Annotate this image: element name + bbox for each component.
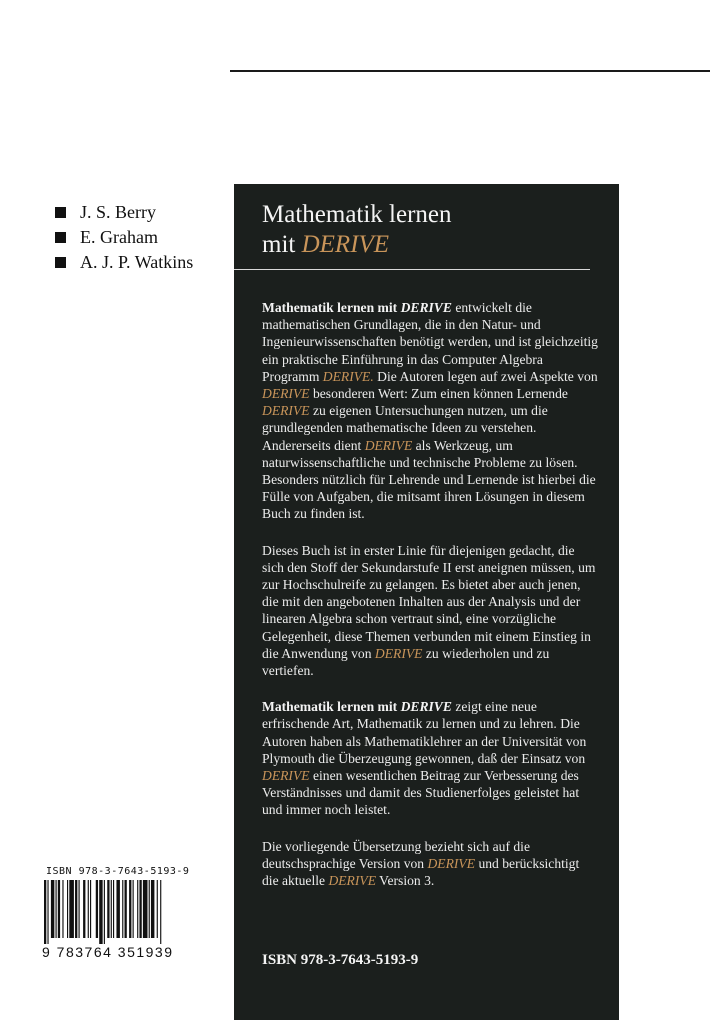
barcode-bar: [160, 880, 161, 944]
barcode-bar: [122, 880, 123, 938]
barcode-bar: [133, 880, 134, 938]
text-run: Die Autoren legen auf zwei Aspekte von: [373, 368, 598, 384]
title-line-2: [262, 230, 452, 260]
barcode-bar: [90, 880, 91, 938]
barcode-bar: [47, 880, 48, 944]
barcode-bar: [69, 880, 74, 938]
text-run: zeigt eine neue erfrischende Art, Mathematik zu lernen und zu lehren. Die Autoren haben als Mathematiklehrer an der Universität von Plymouth die Überzeugung gewonnen, daß der Einsatz von: [262, 699, 587, 766]
barcode-bar: [143, 880, 148, 938]
paragraph: [262, 542, 598, 680]
paragraph: [262, 838, 598, 890]
derive-mention: DERIVE: [374, 645, 423, 661]
barcode-isbn-text: ISBN 978-3-7643-5193-9: [46, 866, 190, 877]
text-run: besonderen Wert: Zum einen können Lernende: [309, 386, 568, 402]
barcode-bar: [79, 880, 80, 938]
author-name: J. S. Berry: [80, 202, 156, 222]
barcode-bar: [107, 880, 109, 938]
barcode-bar: [75, 880, 77, 938]
barcode-bar: [96, 880, 98, 938]
barcode-digits: 9 783764 351939: [42, 944, 174, 960]
text-run: als Werkzeug, um naturwissenschaftliche und technische Probleme zu lösen. Besonders nützlich für Lehrende und Lernende ist hierbei die Fülle von Aufgaben, die mitsamt ihren Lösungen in diesem Buch zu finden ist.: [262, 437, 596, 522]
title-brand: DERIVE: [301, 231, 390, 258]
title-prefix: mit: [262, 231, 302, 258]
derive-mention: DERIVE: [328, 873, 376, 889]
author-name: E. Graham: [80, 227, 158, 247]
barcode-bar: [51, 880, 54, 938]
text-run: zu eigenen Untersuchungen nutzen, um die grundlegenden mathematische Ideen zu verstehen. Andererseits dient: [262, 403, 548, 453]
barcode-bar: [44, 880, 46, 944]
author-item: [55, 250, 193, 275]
barcode-bar: [56, 880, 57, 938]
barcode-bar: [129, 880, 131, 938]
isbn-label: ISBN 978-3-7643-5193-9: [262, 952, 419, 968]
barcode-bar: [116, 880, 119, 938]
text-run: und berücksichtigt die aktuelle: [262, 855, 580, 889]
barcode-bar: [137, 880, 138, 938]
barcode-bar: [83, 880, 85, 938]
derive-mention: DERIVE: [262, 403, 310, 419]
title-divider: [234, 269, 590, 270]
paragraph: [262, 698, 598, 818]
square-bullet-icon: [55, 257, 66, 268]
derive-mention: DERIVE: [400, 699, 452, 715]
derive-mention: DERIVE: [427, 855, 476, 871]
barcode-bar: [99, 880, 102, 944]
author-item: [55, 200, 193, 225]
derive-mention: DERIVE: [364, 437, 413, 453]
book-title: [262, 200, 452, 260]
barcode-bar: [58, 880, 60, 938]
text-run: zu wiederholen und zu vertiefen.: [262, 645, 550, 679]
derive-mention: DERIVE: [262, 386, 310, 402]
barcode-bar: [104, 880, 105, 944]
top-rule: [230, 70, 710, 72]
text-run: einen wesentlichen Beitrag zur Verbesserung des Verständnisses und damit des Studienerfolges geleistet hat und immer noch leistet.: [262, 768, 580, 818]
barcode-bar: [139, 880, 141, 938]
author-item: [55, 225, 193, 250]
barcode-bar: [67, 880, 68, 938]
paragraph: [262, 299, 598, 523]
barcode-bar: [111, 880, 112, 938]
text-run: entwickelt die mathematischen Grundlagen, die in den Natur- und Ingenieurwissenschaften benötigt werden, und ist gleichzeitig ein praktische Einführung in das Computer Algebra Programm: [262, 300, 598, 384]
barcode-bar: [151, 880, 154, 938]
barcode-bar: [125, 880, 127, 938]
derive-mention: DERIVE: [262, 768, 310, 784]
square-bullet-icon: [55, 232, 66, 243]
author-name: A. J. P. Watkins: [80, 252, 194, 272]
barcode-bar: [157, 880, 158, 938]
barcode-bar: [62, 880, 63, 938]
text-run: Die vorliegende Übersetzung bezieht sich auf die deutschsprachige Version von: [262, 838, 530, 871]
author-list: [55, 200, 193, 275]
barcode-bar: [113, 880, 114, 938]
text-run: Version 3.: [376, 873, 435, 889]
barcode-bars: [42, 880, 194, 944]
derive-mention: DERIVE: [400, 300, 452, 315]
description-panel: [234, 184, 619, 1020]
barcode-bar: [149, 880, 150, 938]
derive-mention: DERIVE.: [322, 368, 374, 384]
text-run: Mathematik lernen mit: [262, 300, 401, 315]
text-run: Mathematik lernen mit: [262, 699, 401, 715]
square-bullet-icon: [55, 207, 66, 218]
text-run: Dieses Buch ist in erster Linie für diejenigen gedacht, die sich den Stoff der Sekundarstufe II erst aneignen müssen, um zur Hochschulreife zu gelangen. Es bietet aber auch jenen, die mit den angebotenen Inhalten aus der Analysis und der linearen Algebra schon vertraut sind, eine vorzügliche Gelegenheit, diese Themen verbunden mit einem Einstieg in die Anwendung von: [262, 542, 596, 661]
description-text: [262, 299, 598, 908]
barcode-bar: [88, 880, 89, 938]
barcode-block: [42, 866, 202, 960]
title-line-1: Mathematik lernen: [262, 201, 452, 228]
